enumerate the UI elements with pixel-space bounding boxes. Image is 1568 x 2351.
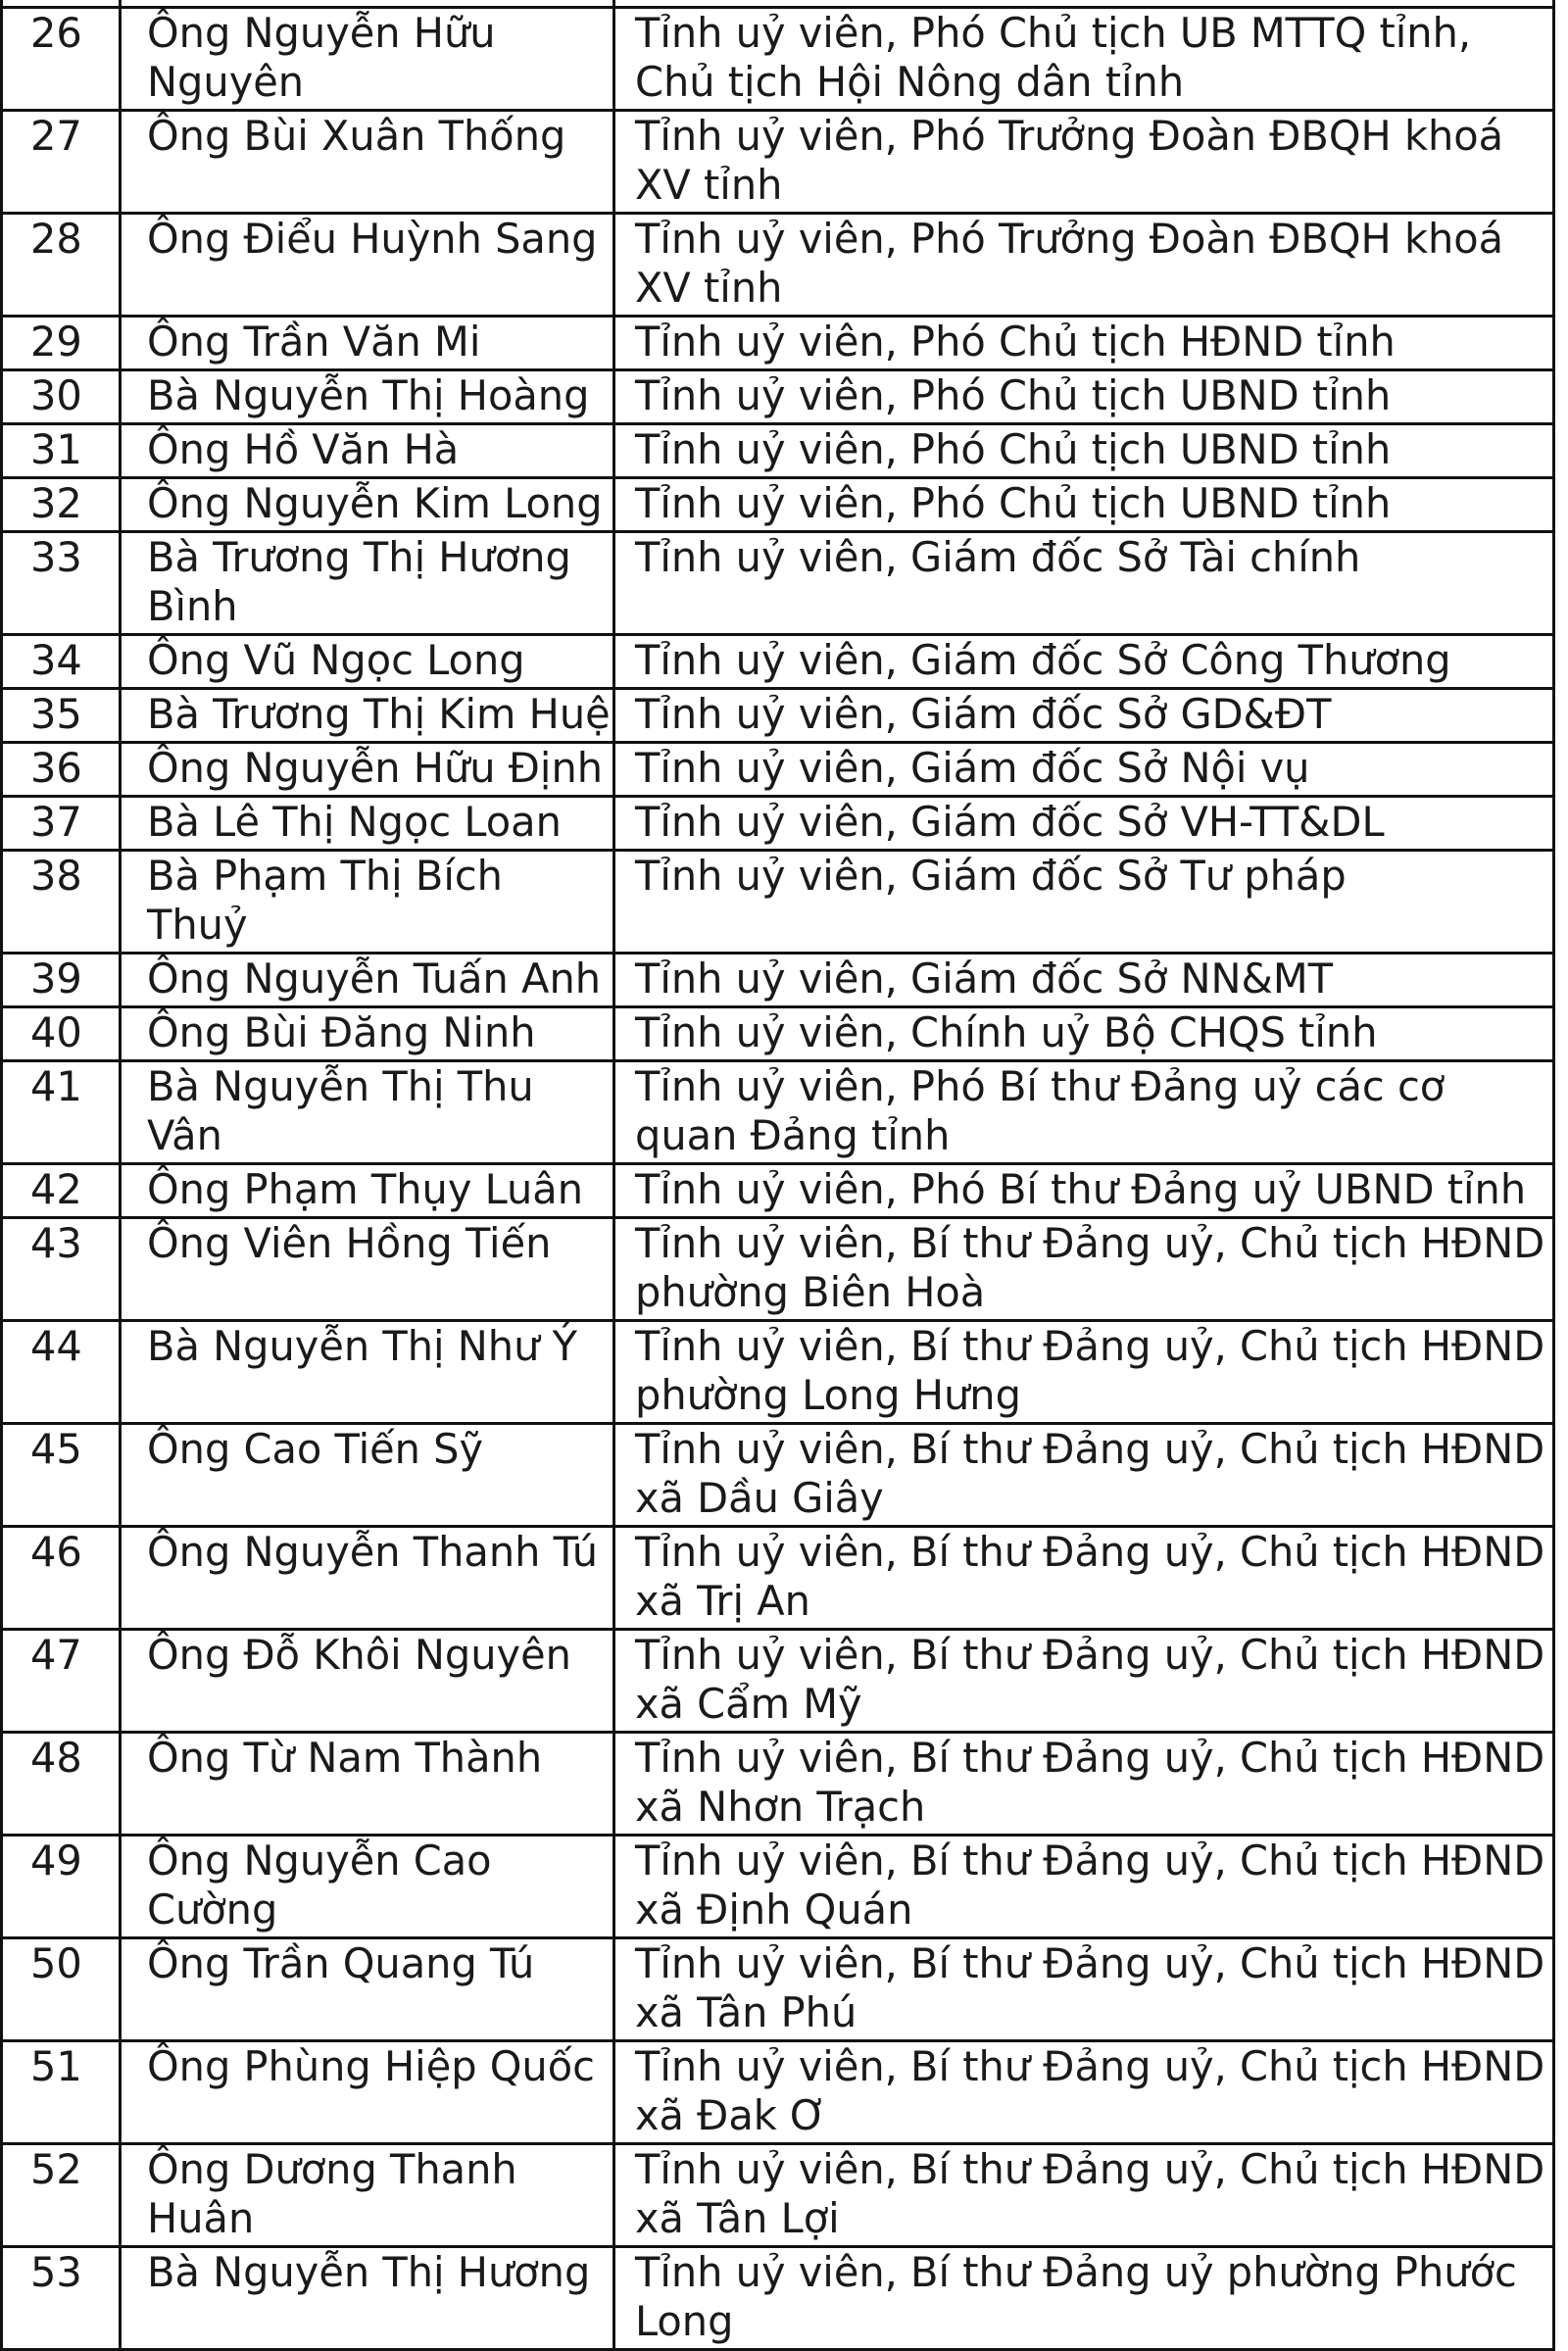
row-number: 51 bbox=[2, 2041, 121, 2144]
row-number: 30 bbox=[2, 370, 121, 424]
row-number: 32 bbox=[2, 478, 121, 532]
member-position: Tỉnh uỷ viên, Giám đốc Sở GD&ĐT bbox=[614, 689, 1554, 743]
row-number: 42 bbox=[2, 1164, 121, 1218]
member-position: Tỉnh uỷ viên, Giám đốc Sở NN&MT bbox=[614, 954, 1554, 1007]
row-number: 35 bbox=[2, 689, 121, 743]
table-row bbox=[2, 1061, 1554, 1164]
member-position: Tỉnh uỷ viên, Giám đốc Sở Nội vụ bbox=[614, 743, 1554, 797]
table-row bbox=[2, 370, 1554, 424]
member-name: Bà Phạm Thị Bích Thuỷ bbox=[121, 851, 614, 954]
table-row bbox=[2, 1836, 1554, 1938]
member-name: Bà Nguyễn Thị Hương bbox=[121, 2247, 614, 2350]
row-number: 33 bbox=[2, 532, 121, 635]
table-row bbox=[2, 1321, 1554, 1424]
table-row bbox=[2, 478, 1554, 532]
member-name: Ông Trần Văn Mi bbox=[121, 317, 614, 370]
row-number: 38 bbox=[2, 851, 121, 954]
member-name: Ông Điểu Huỳnh Sang bbox=[121, 214, 614, 317]
table-row bbox=[2, 1218, 1554, 1321]
member-name: Ông Phùng Hiệp Quốc bbox=[121, 2041, 614, 2144]
table-row bbox=[2, 954, 1554, 1007]
member-name: Ông Trần Quang Tú bbox=[121, 1938, 614, 2041]
member-position: Tỉnh uỷ viên, Phó Bí thư Đảng uỷ UBND tỉnh bbox=[614, 1164, 1554, 1218]
table-row bbox=[2, 1527, 1554, 1630]
table-row bbox=[2, 2144, 1554, 2247]
member-position: Tỉnh uỷ viên, Chính uỷ Bộ CHQS tỉnh bbox=[614, 1007, 1554, 1061]
member-name: Bà Nguyễn Thị Như Ý bbox=[121, 1321, 614, 1424]
table-row bbox=[2, 743, 1554, 797]
member-name: Ông Nguyễn Hữu Định bbox=[121, 743, 614, 797]
member-name: Ông Dương Thanh Huân bbox=[121, 2144, 614, 2247]
table-row bbox=[2, 532, 1554, 635]
member-position: Tỉnh uỷ viên, Bí thư Đảng uỷ, Chủ tịch HĐND xã Dầu Giây bbox=[614, 1424, 1554, 1527]
table-row bbox=[2, 424, 1554, 478]
table-top-edge bbox=[2, 0, 1554, 8]
member-name: Bà Nguyễn Thị Thu Vân bbox=[121, 1061, 614, 1164]
member-name: Ông Vũ Ngọc Long bbox=[121, 635, 614, 689]
table-row bbox=[2, 1424, 1554, 1527]
member-name: Ông Từ Nam Thành bbox=[121, 1733, 614, 1836]
row-number: 34 bbox=[2, 635, 121, 689]
member-position: Tỉnh uỷ viên, Phó Chủ tịch UBND tỉnh bbox=[614, 478, 1554, 532]
member-position: Tỉnh uỷ viên, Bí thư Đảng uỷ, Chủ tịch HĐND phường Biên Hoà bbox=[614, 1218, 1554, 1321]
stub-cell bbox=[121, 0, 614, 8]
member-position: Tỉnh uỷ viên, Giám đốc Sở Công Thương bbox=[614, 635, 1554, 689]
table-row bbox=[2, 1938, 1554, 2041]
row-number: 45 bbox=[2, 1424, 121, 1527]
member-name: Ông Nguyễn Hữu Nguyên bbox=[121, 8, 614, 111]
row-number: 29 bbox=[2, 317, 121, 370]
table-row bbox=[2, 1007, 1554, 1061]
member-name: Ông Đỗ Khôi Nguyên bbox=[121, 1630, 614, 1733]
member-name: Bà Nguyễn Thị Hoàng bbox=[121, 370, 614, 424]
member-table-body bbox=[2, 0, 1554, 2350]
table-row bbox=[2, 2247, 1554, 2350]
table-row bbox=[2, 851, 1554, 954]
member-name: Ông Hồ Văn Hà bbox=[121, 424, 614, 478]
table-row bbox=[2, 214, 1554, 317]
member-position: Tỉnh uỷ viên, Bí thư Đảng uỷ, Chủ tịch HĐND xã Trị An bbox=[614, 1527, 1554, 1630]
member-name: Ông Cao Tiến Sỹ bbox=[121, 1424, 614, 1527]
member-name: Ông Nguyễn Tuấn Anh bbox=[121, 954, 614, 1007]
member-name: Ông Viên Hồng Tiến bbox=[121, 1218, 614, 1321]
row-number: 36 bbox=[2, 743, 121, 797]
table-row bbox=[2, 111, 1554, 214]
row-number: 31 bbox=[2, 424, 121, 478]
table-row bbox=[2, 689, 1554, 743]
member-name: Bà Trương Thị Hương Bình bbox=[121, 532, 614, 635]
row-number: 53 bbox=[2, 2247, 121, 2350]
stub-cell bbox=[614, 0, 1554, 8]
row-number: 50 bbox=[2, 1938, 121, 2041]
row-number: 40 bbox=[2, 1007, 121, 1061]
row-number: 27 bbox=[2, 111, 121, 214]
member-position: Tỉnh uỷ viên, Phó Trưởng Đoàn ĐBQH khoá XV tỉnh bbox=[614, 111, 1554, 214]
member-position: Tỉnh uỷ viên, Phó Chủ tịch UB MTTQ tỉnh, Chủ tịch Hội Nông dân tỉnh bbox=[614, 8, 1554, 111]
table-row bbox=[2, 797, 1554, 851]
member-name: Ông Phạm Thụy Luân bbox=[121, 1164, 614, 1218]
row-number: 46 bbox=[2, 1527, 121, 1630]
row-number: 48 bbox=[2, 1733, 121, 1836]
member-position: Tỉnh uỷ viên, Bí thư Đảng uỷ, Chủ tịch HĐND xã Đak Ơ bbox=[614, 2041, 1554, 2144]
row-number: 52 bbox=[2, 2144, 121, 2247]
table-row bbox=[2, 1164, 1554, 1218]
table-row bbox=[2, 1630, 1554, 1733]
table-row bbox=[2, 8, 1554, 111]
member-name: Ông Nguyễn Thanh Tú bbox=[121, 1527, 614, 1630]
row-number: 26 bbox=[2, 8, 121, 111]
row-number: 47 bbox=[2, 1630, 121, 1733]
row-number: 37 bbox=[2, 797, 121, 851]
member-position: Tỉnh uỷ viên, Phó Trưởng Đoàn ĐBQH khoá XV tỉnh bbox=[614, 214, 1554, 317]
member-position: Tỉnh uỷ viên, Bí thư Đảng uỷ phường Phước Long bbox=[614, 2247, 1554, 2350]
row-number: 44 bbox=[2, 1321, 121, 1424]
table-row bbox=[2, 2041, 1554, 2144]
member-name: Ông Nguyễn Kim Long bbox=[121, 478, 614, 532]
member-position: Tỉnh uỷ viên, Phó Chủ tịch HĐND tỉnh bbox=[614, 317, 1554, 370]
member-position: Tỉnh uỷ viên, Bí thư Đảng uỷ, Chủ tịch HĐND xã Tân Phú bbox=[614, 1938, 1554, 2041]
member-position: Tỉnh uỷ viên, Bí thư Đảng uỷ, Chủ tịch HĐND xã Nhơn Trạch bbox=[614, 1733, 1554, 1836]
member-position: Tỉnh uỷ viên, Giám đốc Sở Tư pháp bbox=[614, 851, 1554, 954]
table-row bbox=[2, 317, 1554, 370]
member-position: Tỉnh uỷ viên, Bí thư Đảng uỷ, Chủ tịch HĐND xã Định Quán bbox=[614, 1836, 1554, 1938]
row-number: 41 bbox=[2, 1061, 121, 1164]
row-number: 39 bbox=[2, 954, 121, 1007]
member-name: Ông Bùi Đăng Ninh bbox=[121, 1007, 614, 1061]
member-position: Tỉnh uỷ viên, Bí thư Đảng uỷ, Chủ tịch HĐND phường Long Hưng bbox=[614, 1321, 1554, 1424]
member-position: Tỉnh uỷ viên, Phó Chủ tịch UBND tỉnh bbox=[614, 370, 1554, 424]
row-number: 43 bbox=[2, 1218, 121, 1321]
stub-cell bbox=[2, 0, 121, 8]
member-name: Bà Lê Thị Ngọc Loan bbox=[121, 797, 614, 851]
member-position: Tỉnh uỷ viên, Giám đốc Sở VH-TT&DL bbox=[614, 797, 1554, 851]
member-position: Tỉnh uỷ viên, Giám đốc Sở Tài chính bbox=[614, 532, 1554, 635]
row-number: 28 bbox=[2, 214, 121, 317]
member-position: Tỉnh uỷ viên, Phó Bí thư Đảng uỷ các cơ quan Đảng tỉnh bbox=[614, 1061, 1554, 1164]
table-row bbox=[2, 635, 1554, 689]
member-position: Tỉnh uỷ viên, Phó Chủ tịch UBND tỉnh bbox=[614, 424, 1554, 478]
member-name: Ông Nguyễn Cao Cường bbox=[121, 1836, 614, 1938]
row-number: 49 bbox=[2, 1836, 121, 1938]
member-position: Tỉnh uỷ viên, Bí thư Đảng uỷ, Chủ tịch HĐND xã Tân Lợi bbox=[614, 2144, 1554, 2247]
table-row bbox=[2, 1733, 1554, 1836]
member-position: Tỉnh uỷ viên, Bí thư Đảng uỷ, Chủ tịch HĐND xã Cẩm Mỹ bbox=[614, 1630, 1554, 1733]
member-name: Bà Trương Thị Kim Huệ bbox=[121, 689, 614, 743]
member-name: Ông Bùi Xuân Thống bbox=[121, 111, 614, 214]
